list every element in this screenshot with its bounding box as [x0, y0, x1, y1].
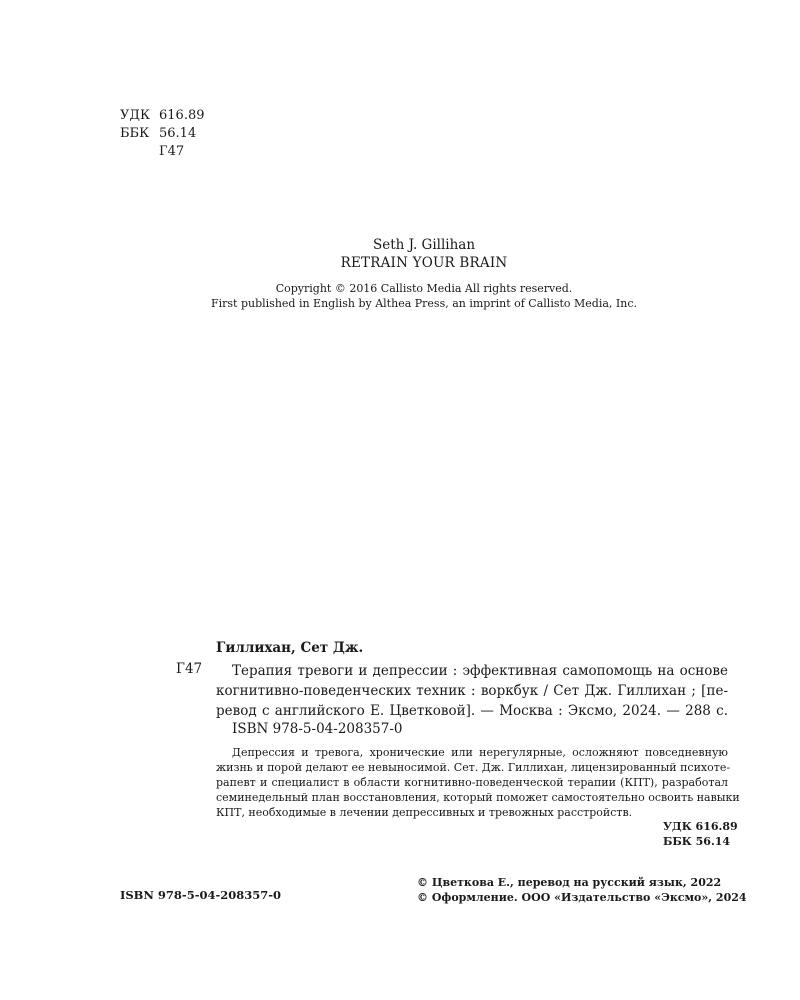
rights-design: © Оформление. ООО «Издательство «Эксмо», 2024 [417, 891, 747, 904]
bbk-row [120, 125, 205, 143]
catalog-bbk: ББК 56.14 [663, 835, 731, 848]
catalog-annotation [216, 745, 740, 820]
annotation-line: Депрессия и тревога, хронические или нерегулярные, осложняют повседневную [232, 746, 728, 759]
original-author: Seth J. Gillihan [372, 237, 476, 253]
catalog-author-heading: Гиллихан, Сет Дж. [216, 640, 364, 656]
annotation-line: жизнь и порой делают ее невыносимой. Сет. Дж. Гиллихан, лицензированный психоте- [216, 761, 731, 774]
classification-block [120, 107, 205, 161]
annotation-line: семинедельный план восстановления, который поможет самостоятельно освоить навыки [216, 791, 740, 804]
author-mark: Г47 [159, 144, 185, 159]
catalog-description [216, 661, 728, 721]
original-copyright: Copyright © 2016 Callisto Media All rights reserved. [275, 282, 573, 295]
description-line: ревод с английского Е. Цветковой]. — Москва : Эксмо, 2024. — 288 с. [216, 703, 728, 719]
bbk-value: 56.14 [159, 126, 197, 141]
annotation-line: рапевт и специалист в области когнитивно-поведенческой терапии (КПТ), разработал [216, 776, 728, 789]
description-line: Терапия тревоги и депрессии : эффективная самопомощь на основе [232, 663, 728, 679]
bbk-label: ББК [120, 126, 150, 141]
catalog-isbn: ISBN 978-5-04-208357-0 [232, 721, 403, 737]
first-published-note: First published in English by Althea Press, an imprint of Callisto Media, Inc. [211, 297, 637, 310]
original-title: RETRAIN YOUR BRAIN [340, 255, 508, 271]
author-mark-row [120, 143, 205, 161]
description-line: когнитивно-поведенческих техник : воркбук / Сет Дж. Гиллихан ; [пе- [216, 683, 728, 699]
footer-isbn: ISBN 978-5-04-208357-0 [120, 888, 282, 902]
udk-row [120, 107, 205, 125]
udk-value: 616.89 [159, 108, 205, 123]
catalog-udk: УДК 616.89 [663, 820, 738, 833]
annotation-line: КПТ, необходимые в лечении депрессивных и тревожных расстройств. [216, 806, 633, 819]
rights-translation: © Цветкова Е., перевод на русский язык, 2022 [417, 876, 722, 889]
catalog-author-mark: Г47 [176, 661, 203, 677]
udk-label: УДК [120, 108, 151, 123]
